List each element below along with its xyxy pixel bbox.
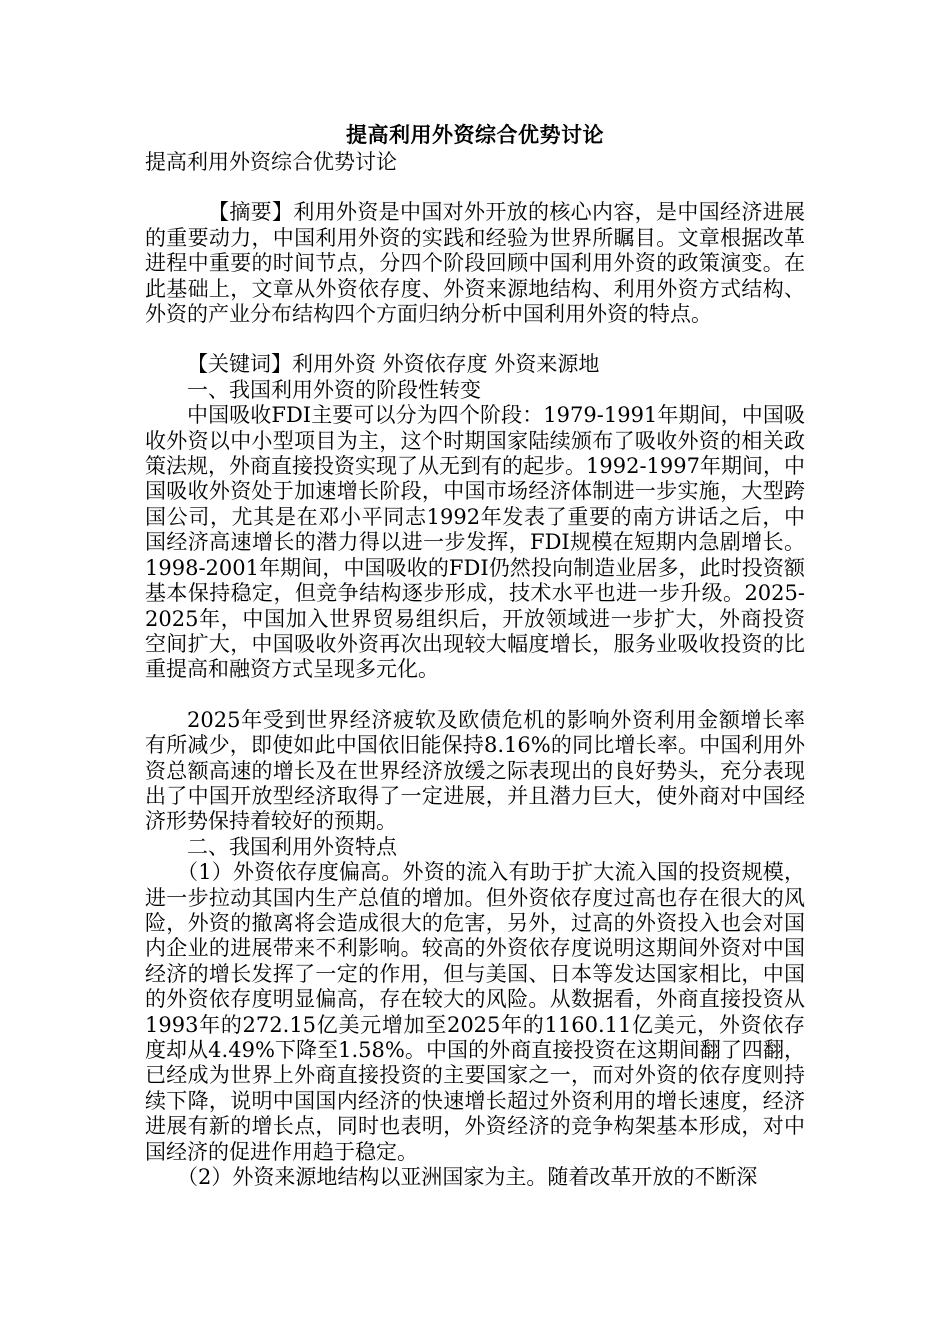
paragraph-source-structure: （2）外资来源地结构以亚洲国家为主。随着改革开放的不断深 — [177, 1165, 758, 1190]
section-heading-1: 一、我国利用外资的阶段性转变 — [187, 377, 481, 402]
paragraph-dependence: （1）外资依存度偏高。外资的流入有助于扩大流入国的投资规模，进一步拉动其国内生产总值的增加。但外资依存度过高也存在很大的风险，外资的撤离将会造成很大的危害，另外，过高的外资投入也会对国内企业的进展带来不利影响。较高的外资依存度说明这期间外资对中国经济的增长发挥了一定的作用，但与美国、日本等发达国家相比，中国的外资依存度明显偏高，存在较大的风险。从数据看，外商直接投资从1993年的272.15亿美元增加至2025年的1160.11亿美元，外资依存度却从4.49%下降至1.58%。中国的外商直接投资在这期间翻了四翻，已经成为世界上外商直接投资的主要国家之一，而对外资的依存度则持续下降，说明中国国内经济的快速增长超过外资利用的增长速度，经济进展有新的增长点，同时也表明，外资经济的竞争构架基本形成，对中国经济的促进作用趋于稳定。 — [145, 860, 805, 1164]
paragraph-stages: 中国吸收FDI主要可以分为四个阶段：1979-1991年期间，中国吸收外资以中小型项目为主，这个时期国家陆续颁布了吸收外资的相关政策法规，外商直接投资实现了从无到有的起步。1992-1997年期间，中国吸收外资处于加速增长阶段，中国市场经济体制进一步实施，大型跨国公司，尤其是在邓小平同志1992年发表了重要的南方讲话之后，中国经济高速增长的潜力得以进一步发挥，FDI规模在短期内急剧增长。1998-2001年期间，中国吸收的FDI仍然投向制造业居多，此时投资额基本保持稳定，但竞争结构逐步形成，技术水平也进一步升级。2025-2025年，中国加入世界贸易组织后，开放领域进一步扩大，外商投资空间扩大，中国吸收外资再次出现较大幅度增长，服务业吸收投资的比重提高和融资方式呈现多元化。 — [145, 403, 805, 682]
abstract-paragraph: 【摘要】利用外资是中国对外开放的核心内容，是中国经济进展的重要动力，中国利用外资的实践和经验为世界所瞩目。文章根据改革进程中重要的时间节点，分四个阶段回顾中国利用外资的政策演变。在此基础上，文章从外资依存度、外资来源地结构、利用外资方式结构、外资的产业分布结构四个方面归纳分析中国利用外资的特点。 — [145, 200, 805, 327]
section-heading-2: 二、我国利用外资特点 — [187, 834, 397, 859]
document-subtitle: 提高利用外资综合优势讨论 — [145, 150, 397, 174]
paragraph-growth: 2025年受到世界经济疲软及欧债危机的影响外资利用金额增长率有所减少，即使如此中国依旧能保持8.16%的同比增长率。中国利用外资总额高速的增长及在世界经济放缓之际表现出的良好势头，充分表现出了中国开放型经济取得了一定进展，并且潜力巨大，使外商对中国经济形势保持着较好的预期。 — [145, 707, 805, 834]
keywords-line: 【关键词】利用外资 外资依存度 外资来源地 — [187, 352, 600, 377]
document-body — [145, 150, 805, 1190]
document-title: 提高利用外资综合优势讨论 — [346, 122, 604, 147]
